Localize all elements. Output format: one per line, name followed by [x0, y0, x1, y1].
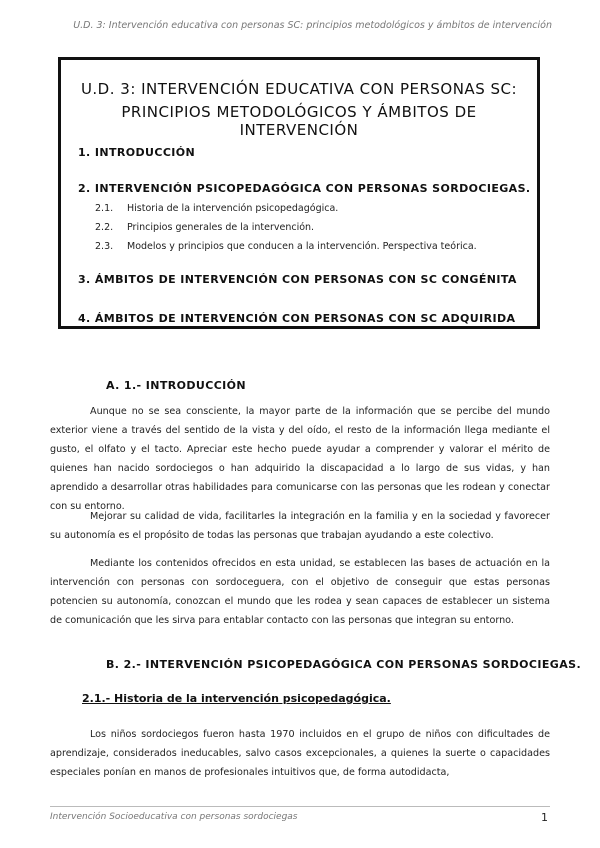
toc-subitem-label: Historia de la intervención psicopedagógica.	[127, 203, 339, 214]
toc-item-2: 2. INTERVENCIÓN PSICOPEDAGÓGICA CON PERSONAS SORDOCIEGAS.	[78, 182, 531, 195]
intro-paragraph-3: Mediante los contenidos ofrecidos en esta unidad, se establecen las bases de actuación en la intervención con personas con sordoceguera, con el objetivo de conseguir que estas personas potencien su autonomía, conozcan el mundo que les rodea y sean capaces de establecer un sistema de comunicación que les sirva para entablar contacto con las personas que integran su entorno.	[50, 558, 550, 626]
toc-item-3: 3. ÁMBITOS DE INTERVENCIÓN CON PERSONAS CON SC CONGÉNITA	[78, 273, 517, 286]
toc-subitem-number: 2.1.	[95, 203, 114, 214]
unit-title-line-1: U.D. 3: INTERVENCIÓN EDUCATIVA CON PERSONAS SC:	[80, 80, 518, 98]
toc-item-4: 4. ÁMBITOS DE INTERVENCIÓN CON PERSONAS CON SC ADQUIRIDA	[78, 312, 516, 325]
running-header: U.D. 3: Intervención educativa con personas SC: principios metodológicos y ámbitos de intervención	[73, 20, 552, 31]
page-number: 1	[541, 811, 548, 824]
toc-subitem-label: Principios generales de la intervención.	[127, 222, 315, 233]
toc-subitem-2-3	[95, 241, 477, 252]
history-paragraph: Los niños sordociegos fueron hasta 1970 incluidos en el grupo de niños con dificultades de aprendizaje, considerados ineducables, salvo casos excepcionales, a quienes la suerte o capacidades especiales ponían en manos de profesionales intuitivos que, de forma autodidacta,	[50, 729, 550, 778]
toc-subitem-number: 2.3.	[95, 241, 114, 252]
footer-divider	[50, 806, 550, 807]
intro-paragraph-1: Aunque no se sea consciente, la mayor parte de la información que se percibe del mundo exterior viene a través del sentido de la vista y del oído, el resto de la información llega mediante el gusto, el olfato y el tacto. Apreciar este hecho puede ayudar a comprender y valorar el mérito de quienes han nacido sordociegos o han adquirido la discapacidad a lo largo de sus vidas, y han aprendido a desarrollar otras habilidades para comunicarse con las personas que les rodean y conectar con su entorno.	[50, 406, 550, 512]
toc-subitem-number: 2.2.	[95, 222, 114, 233]
section-b-heading: B. 2.- INTERVENCIÓN PSICOPEDAGÓGICA CON PERSONAS SORDOCIEGAS.	[106, 658, 582, 671]
table-of-contents-box	[58, 57, 540, 329]
toc-subitem-2-2	[95, 222, 314, 233]
toc-item-1: 1. INTRODUCCIÓN	[78, 146, 196, 159]
footer-text: Intervención Socioeducativa con personas sordociegas	[50, 812, 298, 822]
toc-subitem-label: Modelos y principios que conducen a la intervención. Perspectiva teórica.	[127, 241, 477, 252]
intro-paragraph-2: Mejorar su calidad de vida, facilitarles la integración en la familia y en la sociedad y favorecer su autonomía es el propósito de todas las personas que trabajan ayudando a este colectivo.	[50, 511, 550, 541]
subsection-2-1-heading: 2.1.- Historia de la intervención psicopedagógica.	[82, 692, 391, 705]
toc-subitem-2-1	[95, 203, 338, 214]
section-a-heading: A. 1.- INTRODUCCIÓN	[106, 379, 247, 392]
unit-title-line-2: PRINCIPIOS METODOLÓGICOS Y ÁMBITOS DE INTERVENCIÓN	[121, 103, 477, 139]
